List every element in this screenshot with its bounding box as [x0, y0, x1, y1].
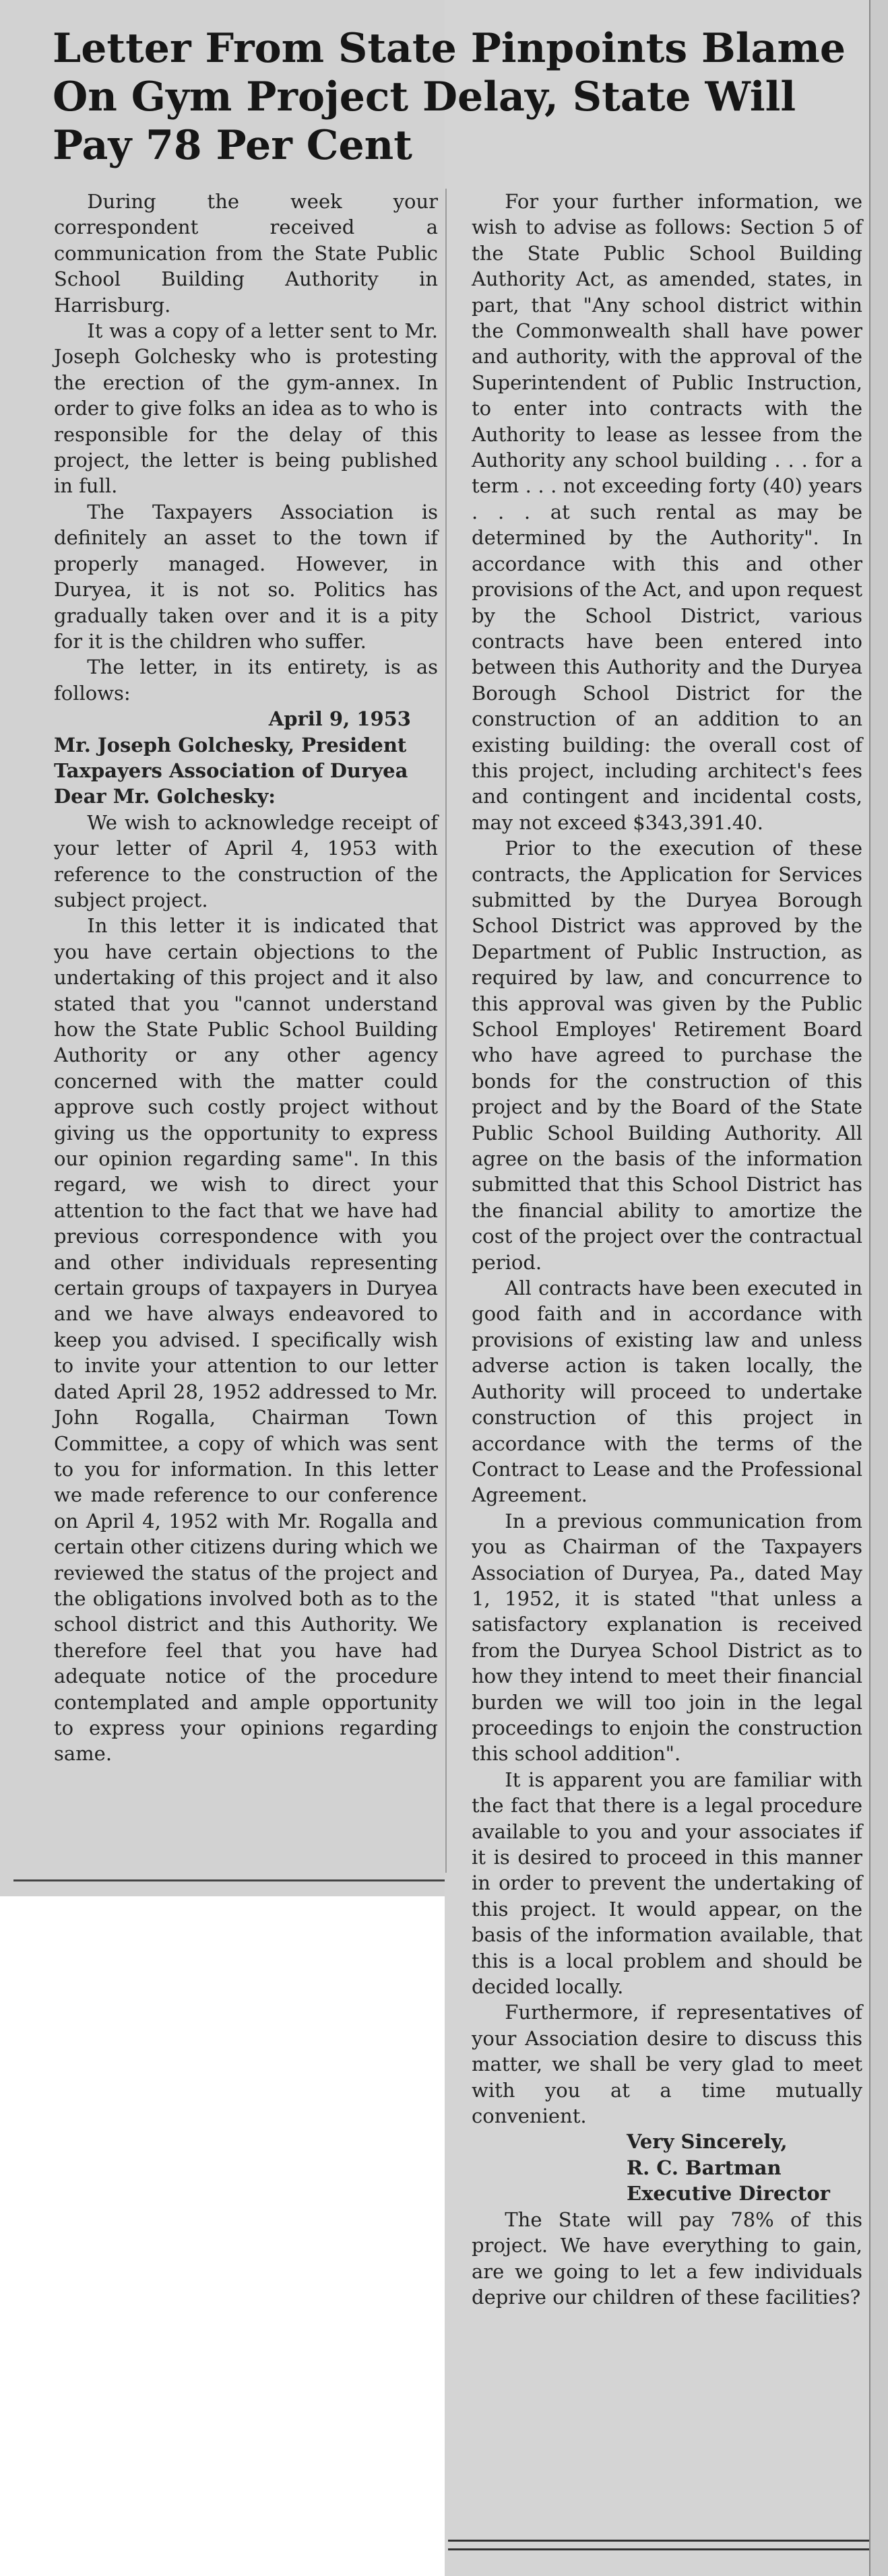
letter-paragraph: For your further information, we wish to advise as follows: Section 5 of the State Public School Building Authority Act, as amended, states, in part, that "Any school district within the Commonwealth shall have power and authority, with the approval of the Superintendent of Public Instruction, to enter into contracts with the Authority to lease as lessee from the Authority any school building . . . for a term . . . not exceeding forty (40) years . . . at such rental as may be determined by the Authority". In accordance with this and other provisions of the Act, and upon request by the School District, various contracts have been entered into between this Authority and the Duryea Borough School District for the construction of an addition to an existing building: the overall cost of this project, including architect's fees and contingent and incidental costs, may not exceed $343,391.40. [472, 190, 862, 834]
letter-addressee: Mr. Joseph Golchesky, President Taxpayers Association of Duryea [54, 733, 408, 782]
letter-closing: Very Sincerely, [627, 2130, 788, 2154]
page-bottom-rule [448, 2540, 869, 2550]
letter-paragraph: All contracts have been executed in good faith and in accordance with provisions of existing law and unless adverse action is taken locally, the Authority will proceed to undertake construction of this project in accordance with the terms of the Contract to Lease and the Professional Agreement. [472, 1277, 862, 1507]
letter-date: April 9, 1953 [268, 707, 411, 731]
letter-paragraph: In this letter it is indicated that you have certain objections to the undertaking of this project and it also stated that you "cannot understand how the State Public School Building Authority or any other agency concerned with the matter could approve such costly project without giving us the opportunity to express our opinion regarding same". In this regard, we wish to direct your attention to the fact that we have had previous correspondence with you and other individuals representing certain groups of taxpayers in Duryea and we have always endeavored to keep you advised. I specifically wish to invite your attention to our letter dated April 28, 1952 addressed to Mr. John Rogalla, Chairman Town Committee, a copy of which was sent to you for information. In this letter we made reference to our conference on April 4, 1952 with Mr. Rogalla and certain other citizens during which we reviewed the status of the project and the obligations involved both as to the school district and this Authority. We therefore feel that you have had adequate notice of the procedure contemplated and ample opportunity to express your opinions regarding same. [54, 914, 438, 1766]
intro-paragraph: During the week your correspondent received a communication from the State Public School Building Authority in Harrisburg. [54, 190, 438, 317]
left-column [54, 189, 438, 1767]
intro-paragraph: It was a copy of a letter sent to Mr. Joseph Golchesky who is protesting the erection of the gym-annex. In order to give folks an idea as to who is responsible for the delay of this project, the letter is being published in full. [54, 319, 438, 498]
column-divider [445, 189, 447, 1873]
intro-paragraph: The letter, in its entirety, is as follows: [54, 655, 438, 705]
column-end-rule [13, 1879, 445, 1881]
right-column [472, 189, 862, 2310]
intro-paragraph: The Taxpayers Association is definitely an asset to the town if properly managed. However, in Duryea, it is not so. Politics has gradually taken over and it is a pity for it is the children who suffer. [54, 500, 438, 653]
adjacent-article-strip [869, 0, 888, 2576]
headline: Letter From State Pinpoints Blame On Gym Project Delay, State Will Pay 78 Per Cent [53, 25, 846, 169]
letter-signer: R. C. Bartman [627, 2156, 782, 2179]
letter-paragraph: Prior to the execution of these contracts, the Application for Services submitted by the Duryea Borough School District was approved by the Department of Public Instruction, as required by law, and concurrence to this approval was given by the Public School Employes' Retirement Board who have agreed to purchase the bonds for the construction of this project and by the Board of the State Public School Building Authority. All agree on the basis of the information submitted that this School District has the financial ability to amortize the cost of the project over the contractual period. [472, 837, 862, 1274]
letter-paragraph: We wish to acknowledge receipt of your letter of April 4, 1953 with reference to the construction of the subject project. [54, 810, 438, 911]
letter-paragraph: It is apparent you are familiar with the fact that there is a legal procedure available to you and your associates if it is desired to proceed in this manner in order to prevent the undertaking of this project. It would appear, on the basis of the information available, that this is a local problem and should be decided locally. [472, 1768, 862, 1999]
letter-paragraph: Furthermore, if representatives of your Association desire to discuss this matter, we shall be very glad to meet with you at a time mutually convenient. [472, 2001, 862, 2128]
letter-signer-title: Executive Director [627, 2182, 830, 2205]
letter-salutation: Dear Mr. Golchesky: [54, 785, 276, 808]
closing-remark: The State will pay 78% of this project. We have everything to gain, are we going to let a few individuals deprive our children of these facilities? [472, 2208, 862, 2309]
letter-paragraph: In a previous communication from you as Chairman of the Taxpayers Association of Duryea, Pa., dated May 1, 1952, it is stated "that unless a satisfactory explanation is received from the Duryea School District as to how they intend to meet their financial burden we will too join in the legal proceedings to enjoin the construction this school addition". [472, 1509, 862, 1766]
